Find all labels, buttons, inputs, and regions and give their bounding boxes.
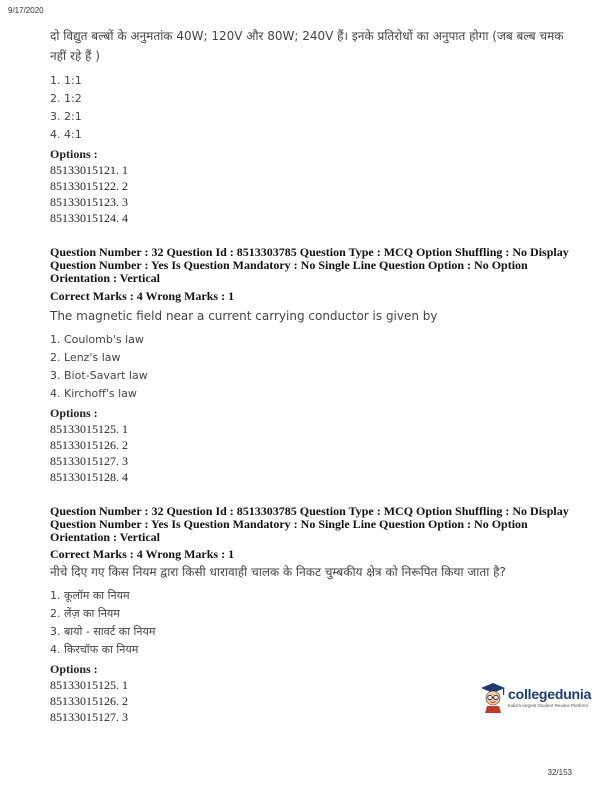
- answer-option: 4. किरचॉफ का नियम: [50, 643, 139, 656]
- page-number: 32/153: [547, 768, 572, 777]
- option-id: 85133015125. 1: [50, 678, 128, 692]
- answer-option: 2. Lenz's law: [50, 351, 121, 364]
- answer-option: 3. 2:1: [50, 110, 82, 123]
- question-marks: Correct Marks : 4 Wrong Marks : 1: [50, 547, 235, 561]
- question-2: [50, 246, 580, 485]
- option-id: 85133015124. 4: [50, 211, 128, 225]
- answer-options: [50, 331, 580, 403]
- logo-name: collegedunia: [508, 686, 592, 702]
- print-date: 9/17/2020: [8, 6, 44, 15]
- answer-option: 4. 4:1: [50, 128, 82, 141]
- question-text: नीचे दिए गए किस नियम द्वारा किसी धारावाही चालक के निकट चुम्बकीय क्षेत्र को निरूपित किया जाता है?: [50, 565, 506, 579]
- options-label: Options :: [50, 147, 98, 161]
- option-id: 85133015122. 2: [50, 179, 128, 193]
- options-label: Options :: [50, 662, 98, 676]
- answer-option: 3. बायो - सावर्ट का नियम: [50, 625, 156, 638]
- answer-option: 4. Kirchoff's law: [50, 387, 137, 400]
- graduate-mascot-icon: [480, 682, 506, 714]
- option-id: 85133015126. 2: [50, 438, 128, 452]
- question-marks: Correct Marks : 4 Wrong Marks : 1: [50, 289, 235, 303]
- option-id: 85133015123. 3: [50, 195, 128, 209]
- option-id: 85133015126. 2: [50, 694, 128, 708]
- logo-tagline: India's largest Student Review Platform: [508, 703, 589, 708]
- answer-options: [50, 72, 580, 144]
- answer-options: [50, 587, 580, 659]
- option-id: 85133015128. 4: [50, 470, 128, 484]
- answer-option: 1. 1:1: [50, 74, 82, 87]
- options-label: Options :: [50, 406, 98, 420]
- answer-option: 1. कूलॉम का नियम: [50, 589, 130, 602]
- document-body: [50, 26, 580, 725]
- question-meta: Question Number : 32 Question Id : 8513303785 Question Type : MCQ Option Shuffling : No Display Question Number : Yes Is Question Mandatory : No Single Line Question Option : No Option Orientation : Vertical: [50, 504, 569, 544]
- question-meta: Question Number : 32 Question Id : 8513303785 Question Type : MCQ Option Shuffling : No Display Question Number : Yes Is Question Mandatory : No Single Line Question Option : No Option Orientation : Vertical: [50, 245, 569, 285]
- option-id: 85133015121. 1: [50, 163, 128, 177]
- answer-option: 1. Coulomb's law: [50, 333, 144, 346]
- question-text: The magnetic field near a current carrying conductor is given by: [50, 309, 438, 323]
- option-id: 85133015127. 3: [50, 710, 128, 724]
- option-id: 85133015127. 3: [50, 454, 128, 468]
- option-id: 85133015125. 1: [50, 422, 128, 436]
- question-text: दो विद्युत बल्बों के अनुमतांक 40W; 120V और 80W; 240V हैं। इनके प्रतिरोधों का अनुपात होगा (जब बल्ब चमक नहीं रहे हैं ): [50, 29, 564, 63]
- answer-option: 3. Biot-Savart law: [50, 369, 148, 382]
- answer-option: 2. 1:2: [50, 92, 82, 105]
- question-1: [50, 26, 580, 226]
- collegedunia-logo: [480, 682, 590, 716]
- answer-option: 2. लेंज़ का नियम: [50, 607, 120, 620]
